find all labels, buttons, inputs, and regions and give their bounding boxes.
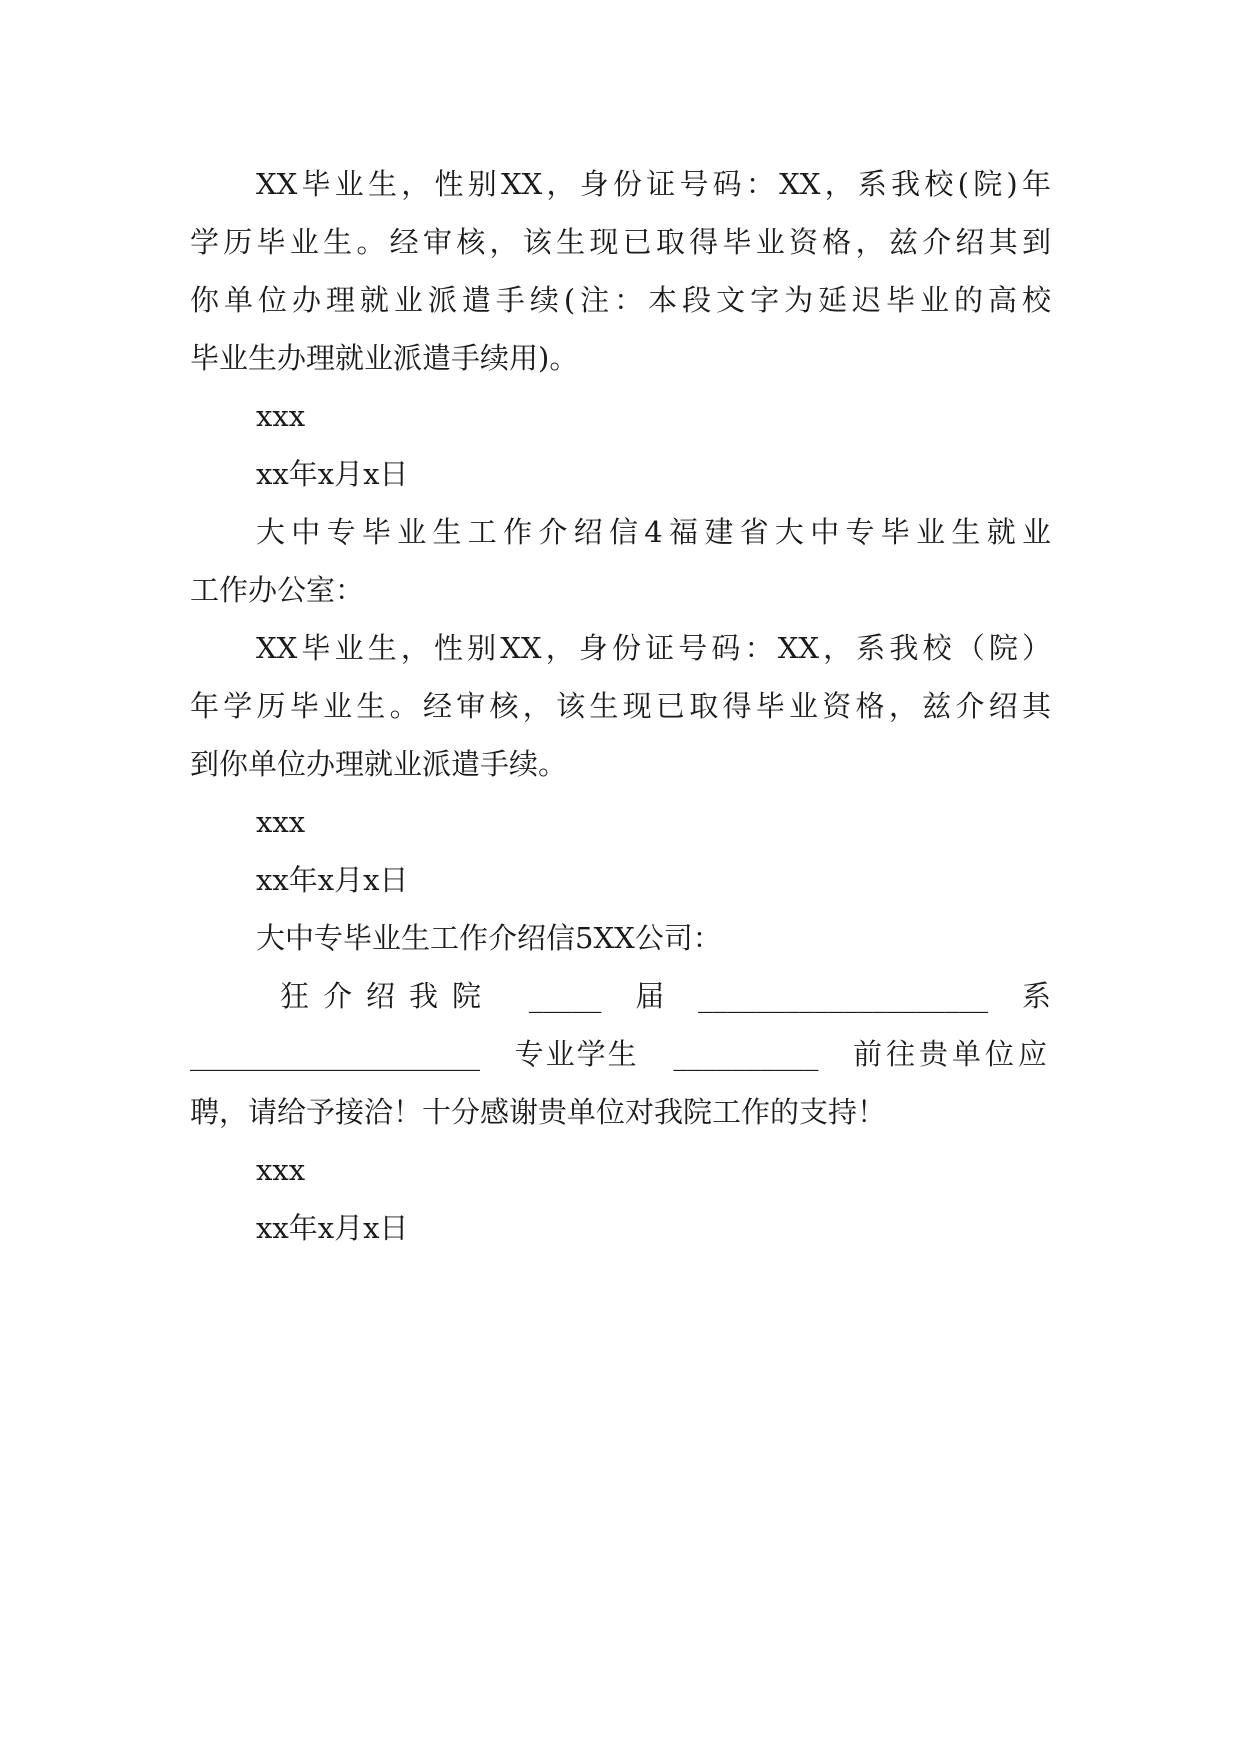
blank-field: __________ [673, 1037, 819, 1071]
heading-line: 大中专毕业生工作介绍信4福建省大中专毕业生就业 [256, 515, 1051, 549]
section-2-heading [190, 503, 1051, 619]
form-line-1 [190, 967, 1051, 1025]
paragraph-line: 年学历毕业生。经审核，该生现已取得毕业资格，兹介绍其 [190, 689, 1051, 723]
paragraph-line: 毕业生办理就业派遣手续用)。 [190, 341, 579, 375]
heading-line: 工作办公室： [190, 573, 365, 607]
paragraph-line: XX毕业生，性别XX，身份证号码：XX，系我校（院） [256, 631, 1051, 665]
paragraph-line: XX毕业生，性别XX，身份证号码：XX，系我校(院)年 [256, 167, 1051, 201]
form-text: 系 [1021, 979, 1051, 1013]
form-text: 届 [635, 979, 665, 1013]
paragraph-line: 到你单位办理就业派遣手续。 [190, 747, 568, 781]
letter-body [190, 155, 1051, 1257]
signer-name: xxx [256, 1153, 306, 1187]
paragraph-line: 你单位办理就业派遣手续(注：本段文字为延迟毕业的高校 [190, 283, 1051, 317]
form-line-3: 聘，请给予接洽！十分感谢贵单位对我院工作的支持！ [190, 1095, 887, 1129]
blank-field: ____________________ [190, 1037, 480, 1071]
blank-field: ____________________ [698, 979, 989, 1013]
section-3-heading: 大中专毕业生工作介绍信5XX公司： [256, 921, 722, 955]
form-text: 狂介绍我院 [280, 979, 496, 1013]
paragraph-line: 学历毕业生。经审核，该生现已取得毕业资格，兹介绍其到 [190, 225, 1051, 259]
form-text: 前往贵单位应 [852, 1037, 1051, 1071]
section-1-paragraph [190, 155, 1051, 387]
section-2-paragraph [190, 619, 1051, 793]
signature-date: xx年x月x日 [256, 1211, 409, 1245]
blank-field: _____ [528, 979, 602, 1013]
signer-name: xxx [256, 805, 306, 839]
signature-date: xx年x月x日 [256, 457, 409, 491]
signer-name: xxx [256, 399, 306, 433]
form-line-2 [190, 1025, 1051, 1083]
signature-date: xx年x月x日 [256, 863, 409, 897]
form-text: 专业学生 [514, 1037, 639, 1071]
